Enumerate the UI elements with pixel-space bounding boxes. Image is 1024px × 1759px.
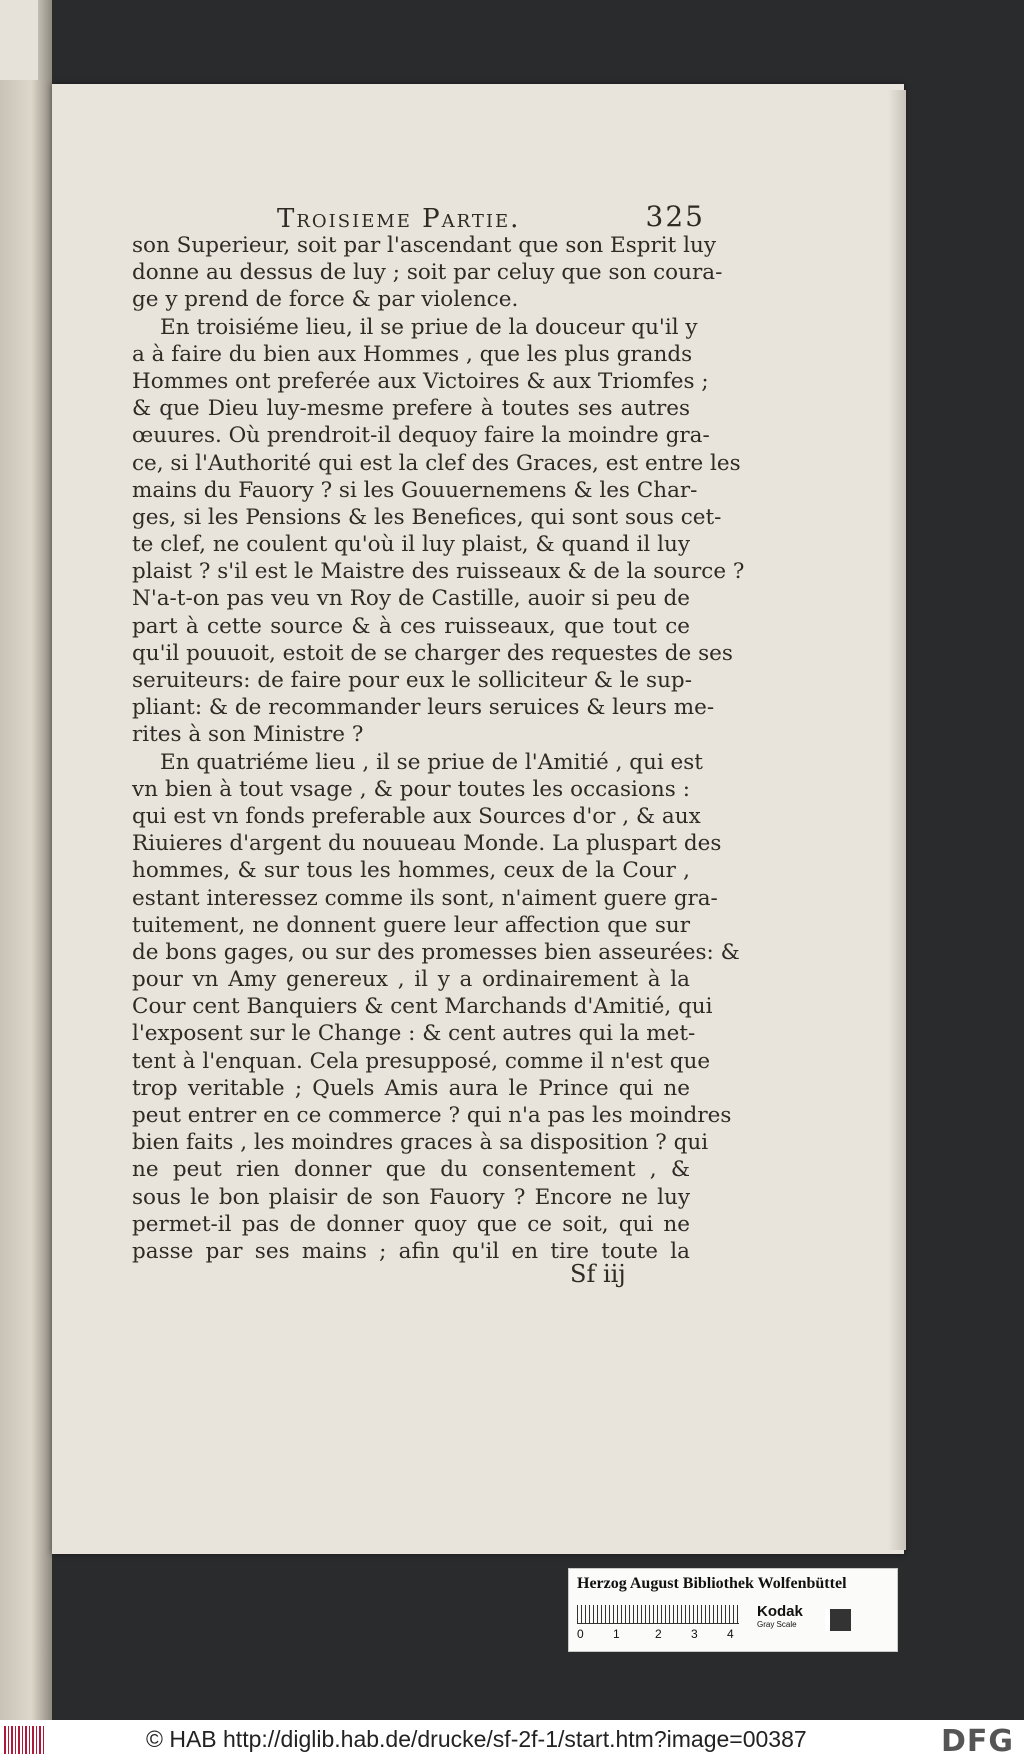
text-line: l'exposent sur le Change : & cent autres qui la met-: [132, 1021, 696, 1047]
archive-color-target: [568, 1568, 898, 1652]
kodak-brand: Kodak: [757, 1603, 803, 1620]
body-text: [132, 232, 745, 1265]
text-line: de bons gages, ou sur des promesses bien asseurées: &: [132, 939, 740, 965]
source-credit-link[interactable]: © HAB http://diglib.hab.de/drucke/sf-2f-1/start.htm?image=00387: [146, 1726, 807, 1752]
text-line: œuures. Où prendroit-il dequoy faire la moindre gra-: [132, 423, 710, 449]
kodak-logo: [757, 1603, 803, 1629]
text-line: ne peut rien donner que du consentement , &: [132, 1157, 690, 1183]
dfg-logo: DFG: [940, 1724, 1014, 1759]
institution-name: Herzog August Bibliothek Wolfenbüttel: [577, 1575, 847, 1592]
text-line: pour vn Amy genereux , il y a ordinairement à la: [132, 967, 690, 993]
gray-scale-patch: [825, 1609, 851, 1631]
scale-ruler: [577, 1605, 739, 1624]
text-line: bien faits , les moindres graces à sa disposition ? qui: [132, 1130, 709, 1156]
text-line: rites à son Ministre ?: [132, 722, 364, 748]
text-line: estant interessez comme ils sont, n'aiment guere gra-: [132, 885, 718, 911]
text-line: En troisiéme lieu, il se priue de la douceur qu'il y: [160, 314, 698, 340]
text-line: Hommes ont preferée aux Victoires & aux Triomfes ;: [132, 368, 709, 394]
text-line: part à cette source & à ces ruisseaux, que tout ce: [132, 613, 690, 639]
text-line: vn bien à tout vsage , & pour toutes les occasions :: [132, 776, 690, 802]
text-line: trop veritable ; Quels Amis aura le Prince qui ne: [132, 1075, 690, 1101]
text-line: sous le bon plaisir de son Fauory ? Encore ne luy: [132, 1184, 690, 1210]
text-line: & que Dieu luy-mesme prefere à toutes ses autres: [132, 396, 690, 422]
text-line: passe par ses mains ; afin qu'il en tire toute la: [132, 1238, 690, 1264]
text-line: peut entrer en ce commerce ? qui n'a pas les moindres: [132, 1103, 732, 1128]
running-title: Troisieme Partie.: [277, 204, 521, 234]
text-line: a à faire du bien aux Hommes , que les plus grands: [132, 341, 693, 367]
text-line: ges, si les Pensions & les Benefices, qui sont sous cet-: [132, 504, 722, 530]
left-page-corner: [0, 0, 38, 80]
text-line: mains du Fauory ? si les Gouuernemens & les Char-: [132, 477, 698, 503]
text-line: plaist ? s'il est le Maistre des ruisseaux & de la source ?: [132, 559, 745, 585]
gray-scale-label: Gray Scale: [757, 1620, 797, 1629]
text-line: Cour cent Banquiers & cent Marchands d'Amitié, qui: [132, 994, 713, 1020]
text-line: donne au dessus de luy ; soit par celuy que son coura-: [132, 260, 723, 286]
text-line: qui est vn fonds preferable aux Sources d'or , & aux: [132, 803, 701, 829]
viewer-footer: [0, 1720, 1024, 1759]
page-number: 325: [645, 200, 705, 233]
ruler-number: 1: [613, 1627, 620, 1641]
signature-mark: Sf iij: [570, 1260, 626, 1288]
text-line: tent à l'enquan. Cela presupposé, comme il n'est que: [132, 1048, 711, 1074]
text-line: N'a-t-on pas veu vn Roy de Castille, auoir si peu de: [132, 586, 690, 612]
text-line: pliant: & de recommander leurs seruices & leurs me-: [132, 695, 715, 721]
text-line: qu'il pouuoit, estoit de se charger des requestes de ses: [132, 640, 733, 666]
page-edge-shadow: [888, 90, 906, 1550]
ruler-number: 0: [577, 1627, 584, 1641]
text-line: son Superieur, soit par l'ascendant que son Esprit luy: [132, 233, 717, 258]
ruler-number: 3: [691, 1627, 698, 1641]
text-line: ge y prend de force & par violence.: [132, 287, 519, 313]
ruler-number: 4: [727, 1627, 734, 1641]
text-line: te clef, ne coulent qu'où il luy plaist, & quand il luy: [132, 532, 690, 558]
text-line: hommes, & sur tous les hommes, ceux de la Cour ,: [132, 858, 690, 884]
text-line: permet-il pas de donner quoy que ce soit, qui ne: [132, 1211, 690, 1237]
text-line: seruiteurs: de faire pour eux le solliciteur & le sup-: [132, 668, 692, 693]
left-page-edge: [0, 0, 52, 1720]
text-line: ce, si l'Authorité qui est la clef des Graces, est entre les: [132, 450, 741, 476]
text-line: tuitement, ne donnent guere leur affection que sur: [132, 912, 690, 938]
text-line: En quatriéme lieu , il se priue de l'Amitié , qui est: [160, 749, 703, 775]
text-line: Riuieres d'argent du nouueau Monde. La pluspart des: [132, 831, 722, 857]
ruler-number: 2: [655, 1627, 662, 1641]
hab-barcode-icon: [4, 1726, 46, 1754]
